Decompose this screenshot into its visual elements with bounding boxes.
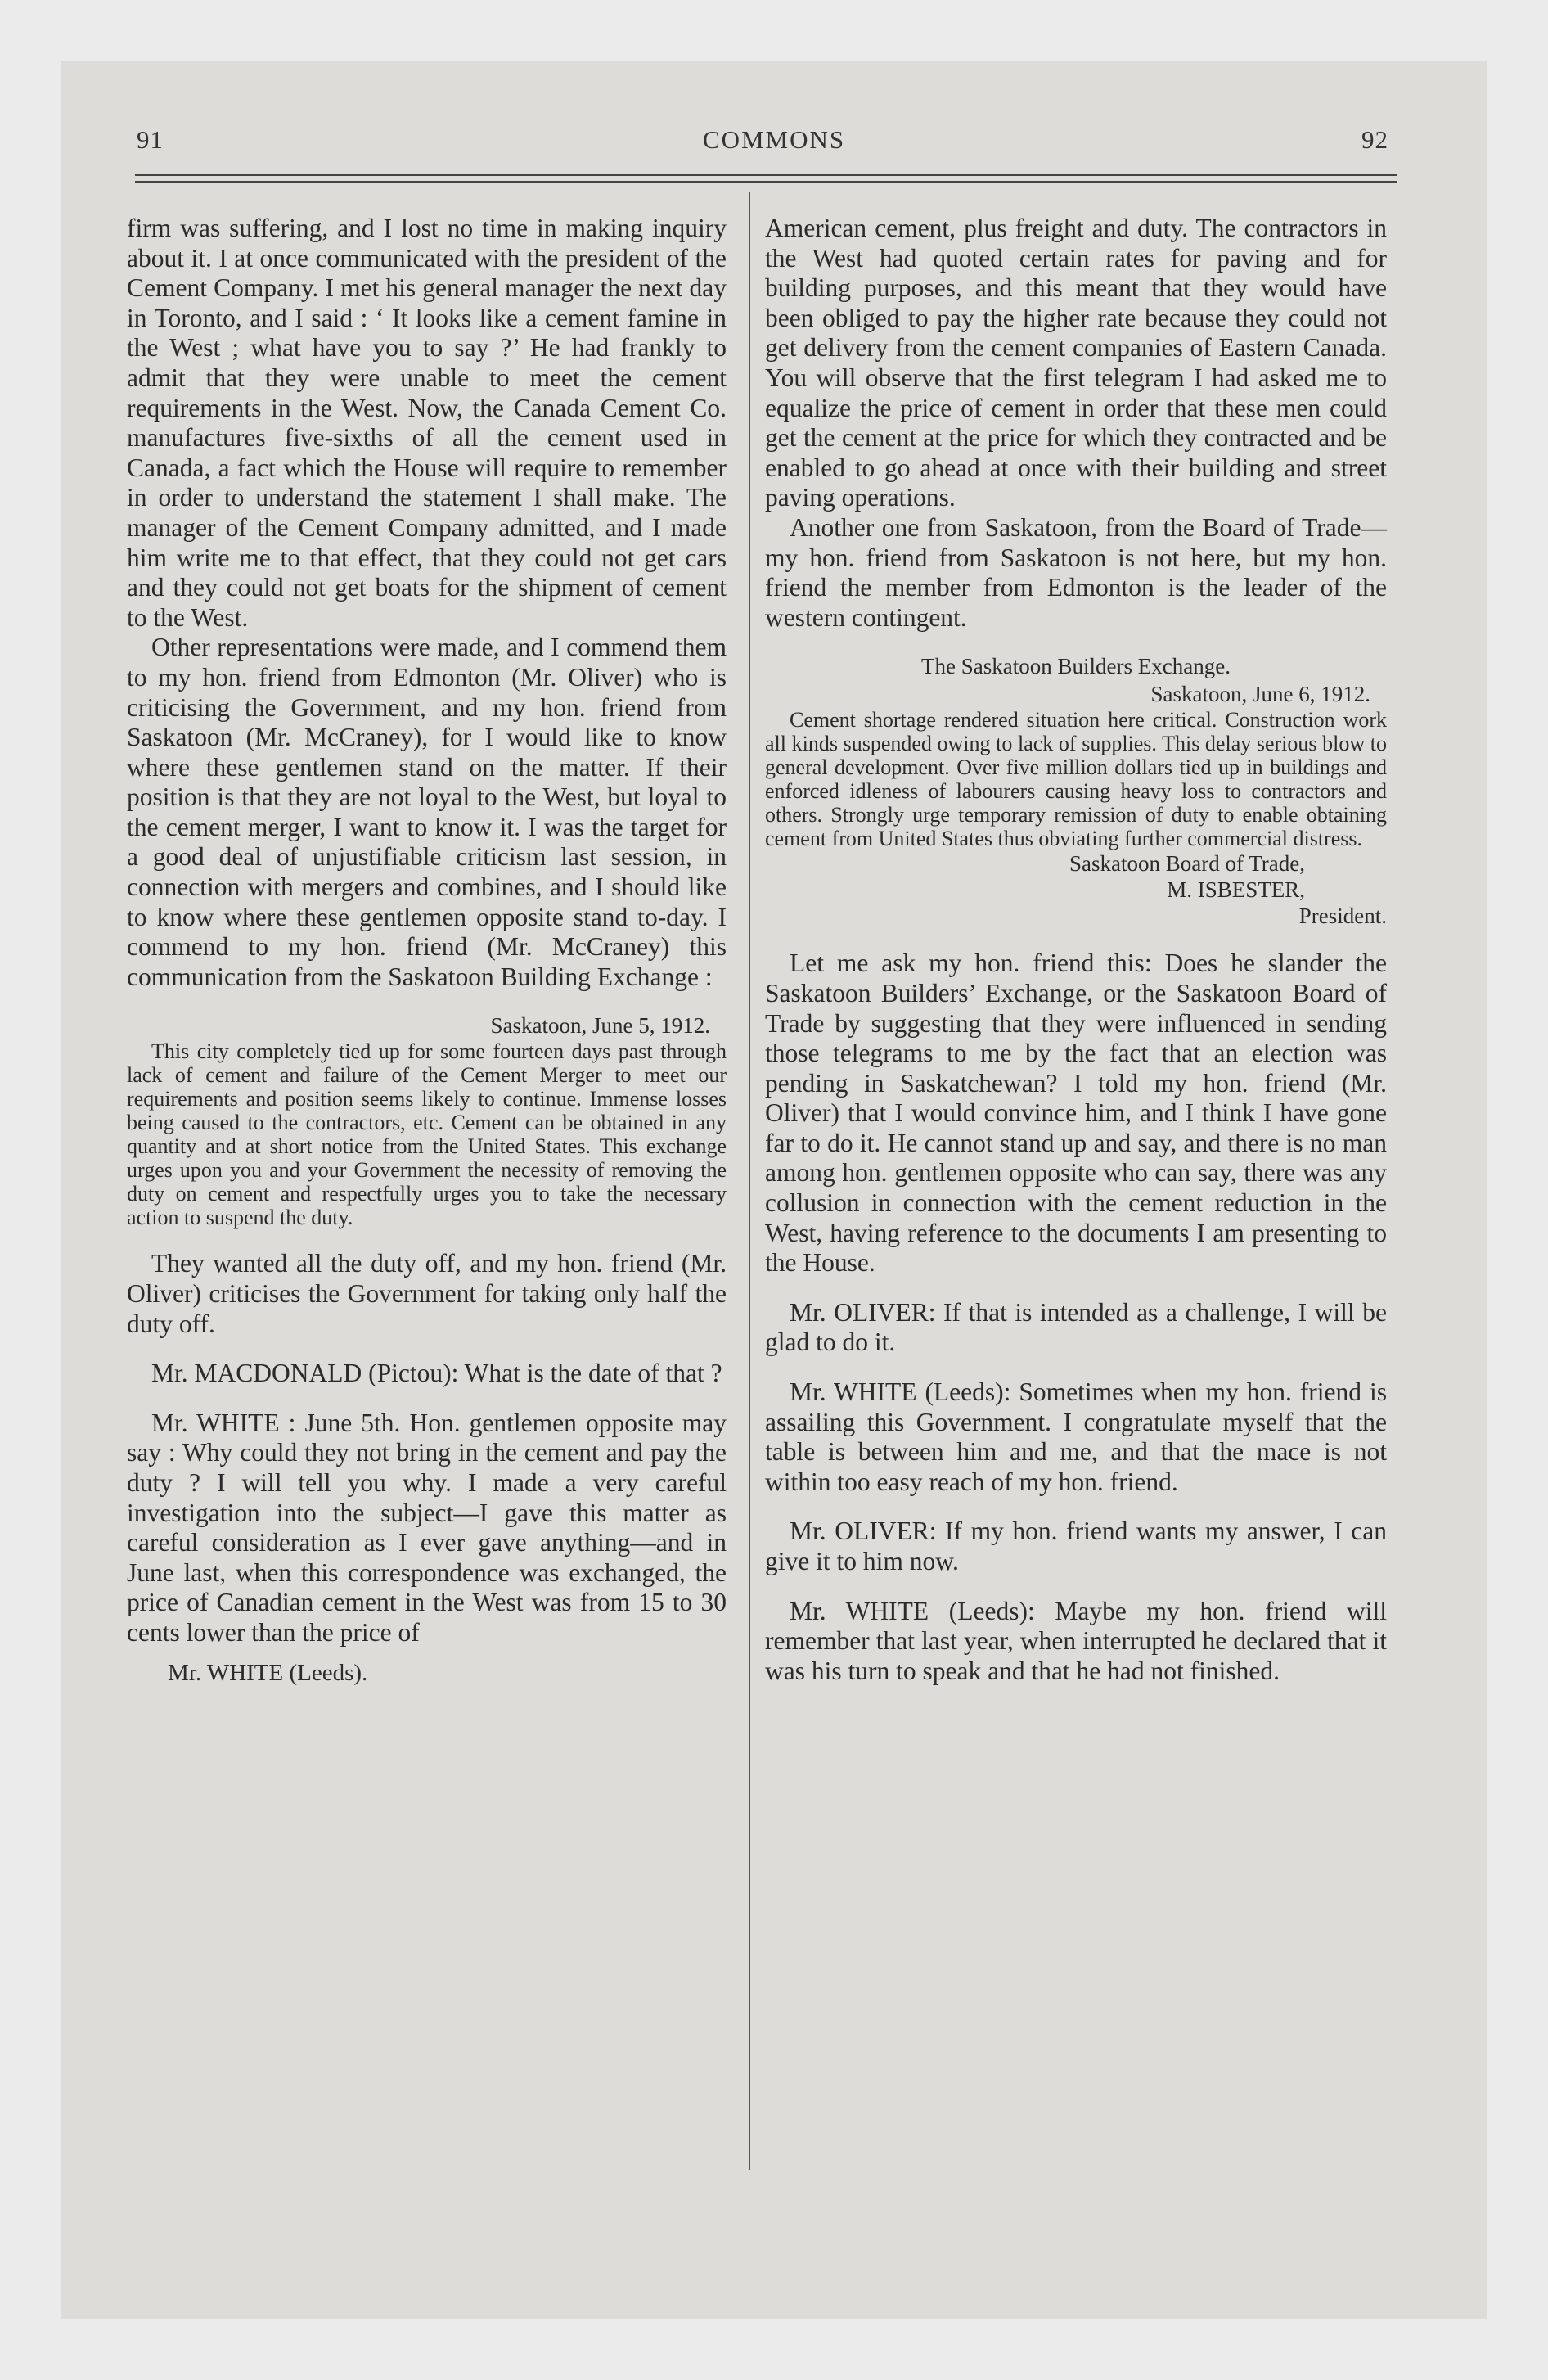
telegram-body: Cement shortage rendered situation here critical. Construction work all kinds suspended owing to lack of supplies. This delay serious blow to general development. Over five million dollars tied up in buildings and enforced idleness of labourers causing heavy loss to contractors and others. Strongly urge temporary remission of duty to enable obtaining cement from United States thus obviating further commercial distress. <box>765 708 1387 851</box>
paragraph: Another one from Saskatoon, from the Board of Trade—my hon. friend from Saskatoon is not here, but my hon. friend the member from Edmonton is the leader of the western contingent. <box>765 512 1387 632</box>
telegram-date: Saskatoon, June 6, 1912. <box>1150 682 1370 707</box>
telegram-body: This city completely tied up for some fourteen days past through lack of cement and failure of the Cement Merger to meet our requirements and position seems likely to continue. Immense losses being caused to the contractors, etc. Cement can be obtained in any quantity and at short notice from the United States. This exchange urges upon you and your Government the necessity of removing the duty on cement and respectfully urges you to take the necessary action to suspend the duty. <box>127 1039 727 1230</box>
telegram-date: Saskatoon, June 5, 1912. <box>490 1013 710 1039</box>
page <box>61 61 1487 2319</box>
telegram-signature: Saskatoon Board of Trade, <box>1069 851 1305 877</box>
paragraph: firm was suffering, and I lost no time in making inquiry about it. I at once communicated with the president of the Cement Company. I met his general manager the next day in Toronto, and I said : ‘ It looks like a cement famine in the West ; what have you to say ?’ He had frankly to admit that they were unable to meet the cement requirements in the West. Now, the Canada Cement Co. manufactures five-sixths of all the cement used in Canada, a fact which the House will require to remember in order to understand the statement I shall make. The manager of the Cement Company admitted, and I made him write me to that effect, that they could not get cars and they could not get boats for the shipment of cement to the West. <box>127 214 727 632</box>
telegram-signature: President. <box>1298 904 1387 929</box>
telegram-signature: M. ISBESTER, <box>1167 877 1305 903</box>
paragraph: Let me ask my hon. friend this: Does he slander the Saskatoon Builders’ Exchange, or the Saskatoon Board of Trade by suggesting that they were influenced in sending those telegrams to me by the fact that an election was pending in Saskatchewan? I told my hon. friend (Mr. Oliver) that I would convince him, and I think I have gone far to do it. He cannot stand up and say, and there is no man among hon. gentlemen opposite who can say, there was any collusion in connection with the cement reduction in the West, having reference to the documents I am presenting to the House. <box>765 949 1387 1278</box>
speaker-paragraph: Mr. OLIVER: If that is intended as a challenge, I will be glad to do it. <box>765 1297 1387 1357</box>
paragraph: American cement, plus freight and duty. The contractors in the West had quoted certain rates for paving and for building purposes, and this meant that they would have been obliged to pay the higher rate because they could not get delivery from the cement companies of Eastern Canada. You will observe that the first telegram I had asked me to equalize the price of cement in order that these men could get the cement at the price for which they contracted and be enabled to go ahead at once with their building and street paving operations. <box>765 214 1387 512</box>
header-rule <box>135 174 1397 176</box>
running-head: COMMONS <box>702 125 846 154</box>
speaker-paragraph: Mr. WHITE (Leeds): Sometimes when my hon. friend is assailing this Government. I congratulate myself that the table is between him and me, and that the mace is not within too easy reach of my hon. friend. <box>765 1377 1387 1496</box>
header-rule <box>135 181 1397 183</box>
speaker-paragraph: Mr. MACDONALD (Pictou): What is the date of that ? <box>151 1359 722 1388</box>
speaker-paragraph: Mr. OLIVER: If my hon. friend wants my answer, I can give it to him now. <box>765 1517 1387 1575</box>
quoted-telegram <box>127 1012 727 1229</box>
telegram-heading: The Saskatoon Builders Exchange. <box>921 654 1231 679</box>
column-footer: Mr. WHITE (Leeds). <box>168 1659 368 1686</box>
right-column <box>765 214 1387 1686</box>
page-number-left: 91 <box>137 125 164 154</box>
speaker-paragraph: Mr. WHITE : June 5th. Hon. gentlemen opposite may say : Why could they not bring in the cement and pay the duty ? I will tell you why. I made a very careful investigation into the subject—I gave this matter as careful consideration as I ever gave anything—and in June last, when this correspondence was exchanged, the price of Canadian cement in the West was from 15 to 30 cents lower than the price of <box>127 1408 727 1647</box>
paragraph: Other representations were made, and I commend them to my hon. friend from Edmonton (Mr. Oliver) who is criticising the Government, and my hon. friend from Saskatoon (Mr. McCraney), for I would like to know where these gentlemen stand on the matter. If their position is that they are not loyal to the West, but loyal to the cement merger, I want to know it. I was the target for a good deal of unjustifiable criticism last session, in connection with mergers and combines, and I should like to know where these gentlemen opposite stand to-day. I commend to my hon. friend (Mr. McCraney) this communication from the Saskatoon Building Exchange : <box>127 633 727 991</box>
page-number-right: 92 <box>1361 125 1388 154</box>
quoted-telegram <box>765 652 1387 929</box>
speaker-paragraph: Mr. WHITE (Leeds): Maybe my hon. friend will remember that last year, when interrupted he declared that it was his turn to speak and that he had not finished. <box>765 1596 1387 1685</box>
column-divider <box>749 192 750 2170</box>
paragraph: They wanted all the duty off, and my hon. friend (Mr. Oliver) criticises the Government for taking only half the duty off. <box>127 1249 727 1338</box>
left-column <box>127 214 727 1688</box>
